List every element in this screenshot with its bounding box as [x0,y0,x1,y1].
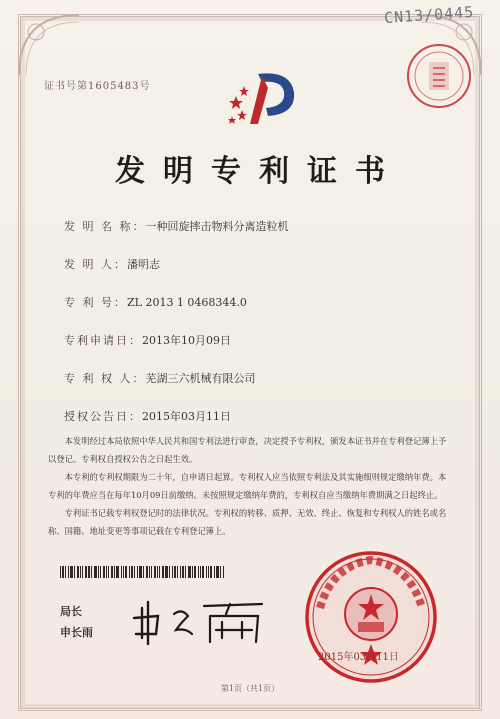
body-paragraph: 本专利的专利权期限为二十年，自申请日起算。专利权人应当依照专利法及其实施细则规定缴纳年费。本专利的年费应当在每年10月09日前缴纳。未按照规定缴纳年费的，专利权自应当缴纳年费期满之日起终止。 [48,472,447,500]
field-label: 发 明 名 称： [64,220,146,233]
barcode-bar [146,566,148,578]
barcode-bar [82,566,83,578]
barcode-bar [177,566,178,578]
barcode-bar [85,566,87,578]
body-paragraph: 本发明经过本局依照中华人民共和国专利法进行审查，决定授予专利权，颁发本证书并在专利登记簿上予以登记。专利权自授权公告之日起生效。 [48,436,447,464]
certificate-number: 证书号第1605483号 [44,81,151,92]
barcode-bar [157,566,158,578]
barcode-bar [185,566,186,578]
page-footer: 第1页（共1页） [220,684,280,693]
barcode-bar [208,566,209,578]
barcode-bar [149,566,150,578]
field-inventor [64,256,160,272]
barcode-bar [74,566,75,578]
signatory-name: 申长雨 [60,626,93,639]
barcode-bar [106,566,107,578]
field-label: 专 利 权 人： [64,372,146,385]
barcode-bar [108,566,109,578]
field-value: 芜湖三六机械有限公司 [145,372,256,385]
barcode-bar [143,566,144,578]
barcode-bar [125,566,127,578]
office-stamp-icon [405,40,473,112]
barcode-bar [60,566,61,578]
barcode-bar [111,566,113,578]
barcode-bar [80,566,81,578]
patent-office-logo-icon [228,66,303,128]
field-value: ZL 2013 1 0468344.0 [127,296,247,309]
barcode-bar [194,566,196,578]
field-label: 发 明 人： [64,258,127,271]
field-value: 潘明志 [127,258,160,271]
official-seal-icon [302,548,440,686]
field-label: 授权公告日： [64,410,142,423]
barcode-bar [151,566,152,578]
corner-ornament-icon [14,10,84,80]
barcode [60,566,238,578]
barcode-bar [216,566,219,578]
barcode-bar [200,566,201,578]
body-paragraph: 专利证书记载专利权登记时的法律状况。专利权的转移、质押、无效、终止、恢复和专利权人的姓名或名称、国籍、地址变更等事项记载在专利登记簿上。 [48,508,447,536]
barcode-bar [214,566,215,578]
barcode-bar [206,566,207,578]
certificate-title: 发明专利证书 [115,154,403,189]
barcode-bar [220,566,221,578]
field-patentee [64,370,256,386]
field-label: 专 利 号： [64,296,127,309]
barcode-bar [100,566,101,578]
barcode-bar [116,566,119,578]
barcode-bar [223,566,224,578]
barcode-bar [98,566,99,578]
barcode-bar [162,566,164,578]
barcode-bar [77,566,79,578]
barcode-bar [198,566,199,578]
field-patent-number [64,294,247,310]
barcode-bar [134,566,135,578]
barcode-bar [129,566,130,578]
handwritten-note: CN13/0445 [383,2,475,28]
barcode-bar [68,566,69,578]
field-value: 2015年03月11日 [142,410,231,423]
field-grant-date [64,408,231,424]
barcode-bar [165,566,168,578]
barcode-bar [88,566,90,578]
barcode-bar [174,566,176,578]
field-value: 2013年10月09日 [142,334,231,347]
barcode-bar [123,566,124,578]
barcode-bar [137,566,138,578]
barcode-bar [131,566,133,578]
barcode-bar [169,566,170,578]
barcode-bar [62,566,64,578]
barcode-bar [188,566,191,578]
barcode-bar [139,566,142,578]
barcode-bar [192,566,193,578]
barcode-bar [202,566,204,578]
barcode-bar [154,566,156,578]
barcode-bar [180,566,181,578]
barcode-bar [94,566,97,578]
field-label: 专利申请日： [64,334,142,347]
field-value: 一种回旋摔击物料分离造粒机 [145,220,289,233]
barcode-bar [91,566,92,578]
barcode-bar [172,566,173,578]
barcode-bar [210,566,212,578]
barcode-bar [65,566,66,578]
barcode-bar [121,566,122,578]
barcode-bar [182,566,184,578]
barcode-bar [159,566,160,578]
field-application-date [64,332,231,348]
handwritten-signature-icon [130,594,280,649]
barcode-bar [114,566,115,578]
signatory-title: 局长 [60,605,82,618]
certificate-body-text [48,432,448,540]
barcode-bar [103,566,105,578]
field-invention-name [64,218,289,234]
barcode-bar [70,566,73,578]
seal-date: 2015年03月11日 [318,652,399,663]
